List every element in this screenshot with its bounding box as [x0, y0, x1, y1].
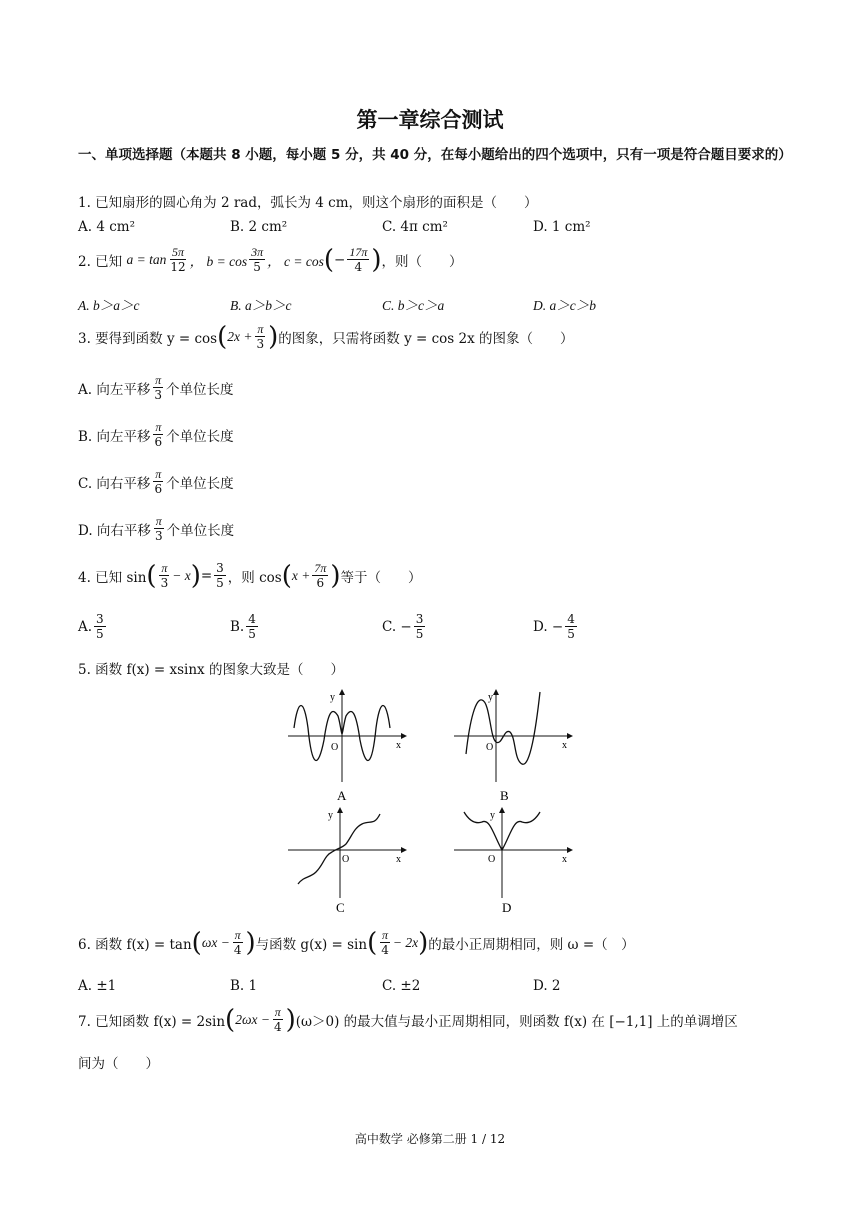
q3-a-pre: A. 向左平移 — [78, 381, 151, 398]
q6-frac2 — [379, 928, 391, 957]
q3-inner: 2x + — [227, 328, 253, 344]
q3-option-b — [78, 420, 234, 449]
q4-d2: 5 — [216, 576, 224, 590]
q4-option-d — [533, 612, 579, 641]
q4-d1: 3 — [160, 576, 169, 590]
q1-option-a: A. 4 cm² — [78, 219, 135, 235]
q4-d-num: 4 — [567, 612, 575, 626]
page-footer: 高中数学 必修第二册 1 / 12 — [354, 1132, 506, 1146]
q2-c-lhs: ， c = cos — [267, 253, 324, 269]
paren-right: ) — [418, 927, 429, 958]
origin-label: O — [342, 854, 350, 865]
q4-a-pre: A. — [78, 618, 93, 635]
q3-option-c — [78, 467, 234, 496]
q4-d-frac — [565, 612, 577, 641]
q3-d-unit: 个单位长度 — [166, 522, 235, 539]
q2-a-den: 12 — [170, 260, 186, 274]
q4-frac3 — [312, 561, 328, 590]
q2-a-frac — [168, 245, 187, 274]
q6-prefix: 6. 函数 f(x) = tan — [78, 936, 192, 953]
graph-c-label: C — [336, 900, 345, 915]
q2-c-frac — [347, 245, 369, 274]
q4-d-den: 5 — [567, 627, 575, 641]
q3-stem — [78, 322, 574, 351]
q6-n2: π — [382, 928, 389, 942]
paren-left: ( — [367, 927, 378, 958]
q4-b-pre: B. — [230, 618, 245, 635]
q4-stem — [78, 561, 422, 590]
graph-a — [284, 688, 410, 804]
q4-eq: = — [200, 567, 213, 584]
paren-right: ) — [245, 927, 256, 958]
q4-a-frac — [94, 612, 106, 641]
q4-a-den: 5 — [96, 627, 104, 641]
q3-b-unit: 个单位长度 — [166, 428, 234, 445]
x-label: x — [396, 854, 401, 865]
q6-inner2: − 2x — [392, 934, 419, 950]
q4-c-pre: C. − — [382, 618, 412, 635]
q2-c-num: 17π — [349, 245, 368, 259]
paren-left: ( — [225, 1004, 236, 1035]
paren-left: ( — [146, 560, 157, 591]
q6-frac1 — [232, 928, 244, 957]
q4-b-frac — [246, 612, 258, 641]
q3-d-den: 3 — [154, 529, 163, 543]
q6-option-d: D. 2 — [533, 978, 561, 994]
q3-c-unit: 个单位长度 — [166, 475, 234, 492]
x-label: x — [562, 740, 567, 751]
x-label: x — [396, 740, 401, 751]
origin-label: O — [331, 742, 339, 753]
q3-option-d — [78, 514, 234, 543]
page-title: 第一章综合测试 — [356, 108, 504, 132]
q3-a-unit: 个单位长度 — [165, 381, 234, 398]
q1-option-d: D. 1 cm² — [533, 219, 591, 235]
q4-option-c — [382, 612, 427, 641]
q3-d-pre: D. 向右平移 — [78, 522, 151, 539]
q4-prefix: 4. 已知 sin — [78, 569, 147, 586]
q2-prefix: 2. 已知 — [78, 253, 123, 270]
q7-stem — [78, 1005, 788, 1034]
q4-frac1 — [159, 561, 171, 590]
q6-option-c: C. ±2 — [382, 978, 421, 994]
q3-c-den: 6 — [154, 482, 163, 496]
paren-right: ) — [371, 244, 382, 275]
q4-b-num: 4 — [248, 612, 256, 626]
q6-suffix: 的最小正周期相同，则 ω =（ ） — [428, 936, 635, 953]
q6-inner1: ωx − — [201, 934, 230, 950]
q7-line2: 间为（ ） — [78, 1056, 159, 1072]
q4-inner2: x + — [291, 567, 311, 583]
curve — [466, 692, 540, 764]
q3-b-frac — [153, 420, 165, 449]
q2-c-den: 4 — [354, 260, 363, 274]
q4-d-pre: D. − — [533, 618, 564, 635]
q2-b-lhs: ， b = cos — [189, 253, 248, 269]
q2-a-lhs: a = tan — [126, 251, 167, 267]
x-label: x — [562, 854, 567, 865]
q6-option-a: A. ±1 — [78, 978, 117, 994]
q6-mid: 与函数 g(x) = sin — [255, 936, 368, 953]
q1-option-c: C. 4π cm² — [382, 219, 448, 235]
q4-suffix: 等于（ ） — [340, 569, 422, 586]
q3-b-pre: B. 向左平移 — [78, 428, 151, 445]
graph-c — [284, 806, 410, 918]
q4-a-num: 3 — [96, 612, 104, 626]
q3-prefix: 3. 要得到函数 y = cos — [78, 330, 218, 347]
paren-right: ) — [330, 560, 341, 591]
q4-option-a — [78, 612, 108, 641]
q7-inner: 2ωx − — [235, 1011, 270, 1027]
q4-c-frac — [414, 612, 426, 641]
q3-d-frac — [153, 514, 165, 543]
y-label: y — [328, 810, 333, 821]
q3-c-num: π — [155, 467, 162, 481]
paren-left: ( — [323, 244, 335, 275]
graph-b-label: B — [500, 788, 509, 803]
q3-frac — [255, 322, 267, 351]
paren-left: ( — [191, 927, 202, 958]
q2-b-den: 5 — [253, 260, 261, 274]
q2-c-minus: − — [334, 251, 346, 268]
y-label: y — [488, 692, 493, 703]
q5-stem: 5. 函数 f(x) = xsinx 的图象大致是（ ） — [78, 662, 344, 678]
q2-suffix: ，则（ ） — [381, 253, 463, 270]
paren-right: ) — [190, 560, 201, 591]
q2-a-num: 5π — [171, 245, 184, 259]
q4-inner1: − x — [172, 567, 191, 583]
q3-d-num: π — [155, 514, 162, 528]
q3-a-frac — [152, 373, 164, 402]
q2-option-d: D. a＞c＞b — [533, 298, 596, 313]
q3-b-den: 6 — [154, 435, 163, 449]
q6-option-b: B. 1 — [230, 978, 258, 994]
q2-b-frac — [249, 245, 265, 274]
q4-n3: 7π — [314, 561, 327, 575]
q4-d3: 6 — [316, 576, 325, 590]
q3-a-num: π — [155, 373, 162, 387]
graph-d — [450, 806, 576, 918]
q3-c-frac — [152, 467, 164, 496]
graph-d-label: D — [502, 900, 512, 915]
origin-label: O — [486, 742, 494, 753]
q4-mid: ，则 cos — [227, 569, 282, 586]
q3-c-pre: C. 向右平移 — [78, 475, 151, 492]
q6-d2: 4 — [381, 943, 389, 957]
paren-left: ( — [281, 560, 292, 591]
origin-label: O — [488, 854, 496, 865]
graph-b — [450, 688, 576, 804]
paren-right: ) — [285, 1004, 296, 1035]
q7-d: 4 — [273, 1020, 282, 1034]
q7-prefix: 7. 已知函数 f(x) = 2sin — [78, 1013, 226, 1030]
q3-option-a — [78, 373, 233, 402]
q3-b-num: π — [155, 420, 162, 434]
q2-option-c: C. b＞c＞a — [382, 298, 445, 313]
q4-option-b — [230, 612, 260, 641]
q4-b-den: 5 — [248, 627, 256, 641]
q6-stem — [78, 928, 635, 957]
q4-n1: π — [161, 561, 168, 575]
q2-option-a: A. b＞a＞c — [78, 298, 140, 313]
paren-right: ) — [268, 321, 279, 352]
y-label: y — [490, 810, 495, 821]
graph-a-label: A — [337, 788, 347, 803]
q4-c-num: 3 — [415, 612, 424, 626]
q7-frac — [272, 1005, 284, 1034]
paren-left: ( — [217, 321, 228, 352]
q4-frac2 — [214, 561, 226, 590]
q1-option-b: B. 2 cm² — [230, 219, 288, 235]
q7-suffix: (ω＞0) 的最大值与最小正周期相同，则函数 f(x) 在 [−1,1] 上的单调增区 — [295, 1013, 738, 1030]
q7-n: π — [274, 1005, 281, 1019]
section-heading: 一、单项选择题（本题共 8 小题，每小题 5 分，共 40 分，在每小题给出的四个选项中，只有一项是符合题目要求的） — [78, 147, 792, 163]
q1-stem: 1. 已知扇形的圆心角为 2 rad，弧长为 4 cm，则这个扇形的面积是（ ） — [78, 195, 538, 211]
q3-num: π — [257, 322, 264, 336]
q3-suffix: 的图象，只需将函数 y = cos 2x 的图象（ ） — [278, 330, 574, 347]
q3-den: 3 — [256, 337, 265, 351]
q2-stem — [78, 245, 463, 274]
q2-option-b: B. a＞b＞c — [230, 298, 292, 313]
y-label: y — [330, 692, 335, 703]
q3-a-den: 3 — [154, 388, 162, 402]
curve — [298, 814, 380, 884]
q6-d1: 4 — [233, 943, 242, 957]
q4-n2: 3 — [216, 561, 224, 575]
q6-n1: π — [234, 928, 241, 942]
q2-b-num: 3π — [251, 245, 264, 259]
q4-c-den: 5 — [415, 627, 424, 641]
